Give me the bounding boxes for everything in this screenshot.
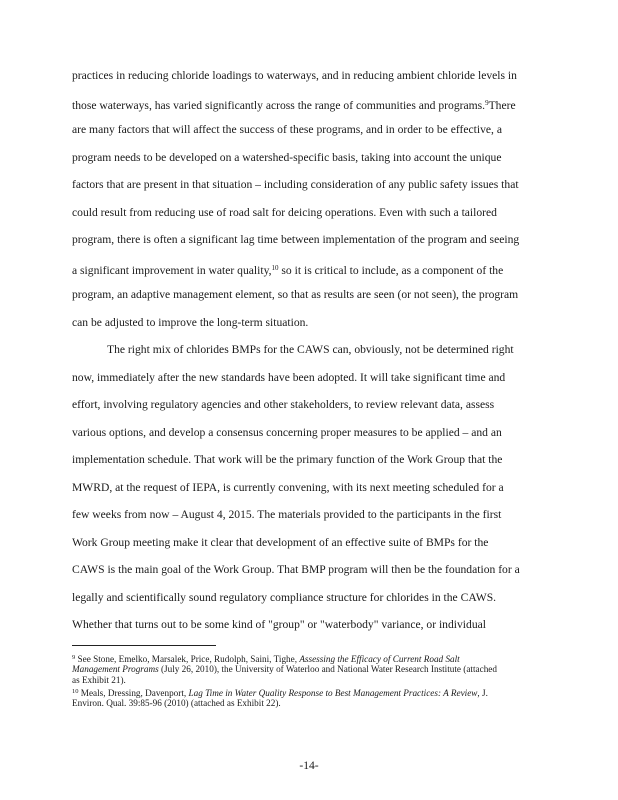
body-line-8 — [72, 261, 503, 278]
footnote-9-number: 9 — [72, 654, 76, 661]
body-line-13: effort, involving regulatory agencies and other stakeholders, to review relevant data, assess — [72, 398, 495, 411]
body-line-8-tail: so it is critical to include, as a component of the — [281, 264, 504, 277]
footnote-10-number: 10 — [72, 688, 79, 695]
body-line-11: The right mix of chlorides BMPs for the CAWS can, obviously, not be determined right — [107, 343, 514, 356]
body-line-1: practices in reducing chloride loadings to waterways, and in reducing ambient chloride levels in — [72, 69, 517, 82]
body-line-4: program needs to be developed on a watershed-specific basis, taking into account the unique — [72, 151, 502, 164]
body-line-17: few weeks from now – August 4, 2015. The materials provided to the participants in the first — [72, 508, 502, 521]
footnote-separator — [72, 645, 216, 646]
body-line-6: could result from reducing use of road salt for deicing operations. Even with such a tailored — [72, 206, 497, 219]
footnote-9-line-3: as Exhibit 21). — [72, 675, 126, 685]
body-line-14: various options, and develop a consensus concerning proper measures to be applied – and an — [72, 426, 502, 439]
body-line-2 — [72, 96, 516, 113]
footnote-9-authors: See Stone, Emelko, Marsalek, Price, Rudolph, Saini, Tighe, — [77, 654, 300, 664]
body-line-20: legally and scientifically sound regulatory compliance structure for chlorides in the CAWS. — [72, 591, 497, 604]
footnote-ref-10: 10 — [271, 264, 279, 272]
footnote-10-journal: , J. — [477, 688, 488, 698]
footnote-9-source: (July 26, 2010), the University of Waterloo and National Water Research Institute (attached — [158, 664, 497, 674]
body-line-3: are many factors that will affect the success of these programs, and in order to be effective, a — [72, 123, 502, 136]
footnote-9-line-2 — [72, 664, 550, 675]
page-number: -14- — [299, 759, 319, 772]
footnote-ref-9: 9 — [485, 99, 489, 107]
body-line-8-text: a significant improvement in water quality, — [72, 264, 272, 277]
body-line-16: MWRD, at the request of IEPA, is currently convening, with its next meeting scheduled for a — [72, 481, 504, 494]
body-line-10: can be adjusted to improve the long-term situation. — [72, 316, 309, 329]
footnote-10-line-2: Environ. Qual. 39:85-96 (2010) (attached as Exhibit 22). — [72, 698, 281, 708]
body-line-5: factors that are present in that situation – including consideration of any public safety issues that — [72, 178, 519, 191]
body-line-2-text: those waterways, has varied significantly across the range of communities and programs. — [72, 99, 486, 112]
footnote-10-title: Lag Time in Water Quality Response to Best Management Practices: A Review — [188, 688, 478, 698]
body-line-15: implementation schedule. That work will be the primary function of the Work Group that the — [72, 453, 503, 466]
footnote-10-authors: Meals, Dressing, Davenport, — [80, 688, 189, 698]
footnote-9-line-1 — [72, 653, 550, 665]
footnote-10-line-1 — [72, 687, 550, 699]
body-line-7: program, there is often a significant lag time between implementation of the program and seeing — [72, 233, 520, 246]
body-line-21: Whether that turns out to be some kind of "group" or "waterbody" variance, or individual — [72, 618, 486, 631]
body-line-12: now, immediately after the new standards have been adopted. It will take significant time and — [72, 371, 506, 384]
footnote-9-title-cont: Management Programs — [72, 664, 159, 674]
footnote-9-title: Assessing the Efficacy of Current Road Salt — [299, 654, 460, 664]
body-line-18: Work Group meeting make it clear that development of an effective suite of BMPs for the — [72, 536, 489, 549]
body-line-2-tail: There — [488, 99, 516, 112]
body-line-19: CAWS is the main goal of the Work Group. That BMP program will then be the foundation for a — [72, 563, 520, 576]
body-line-9: program, an adaptive management element, so that as results are seen (or not seen), the program — [72, 288, 519, 301]
